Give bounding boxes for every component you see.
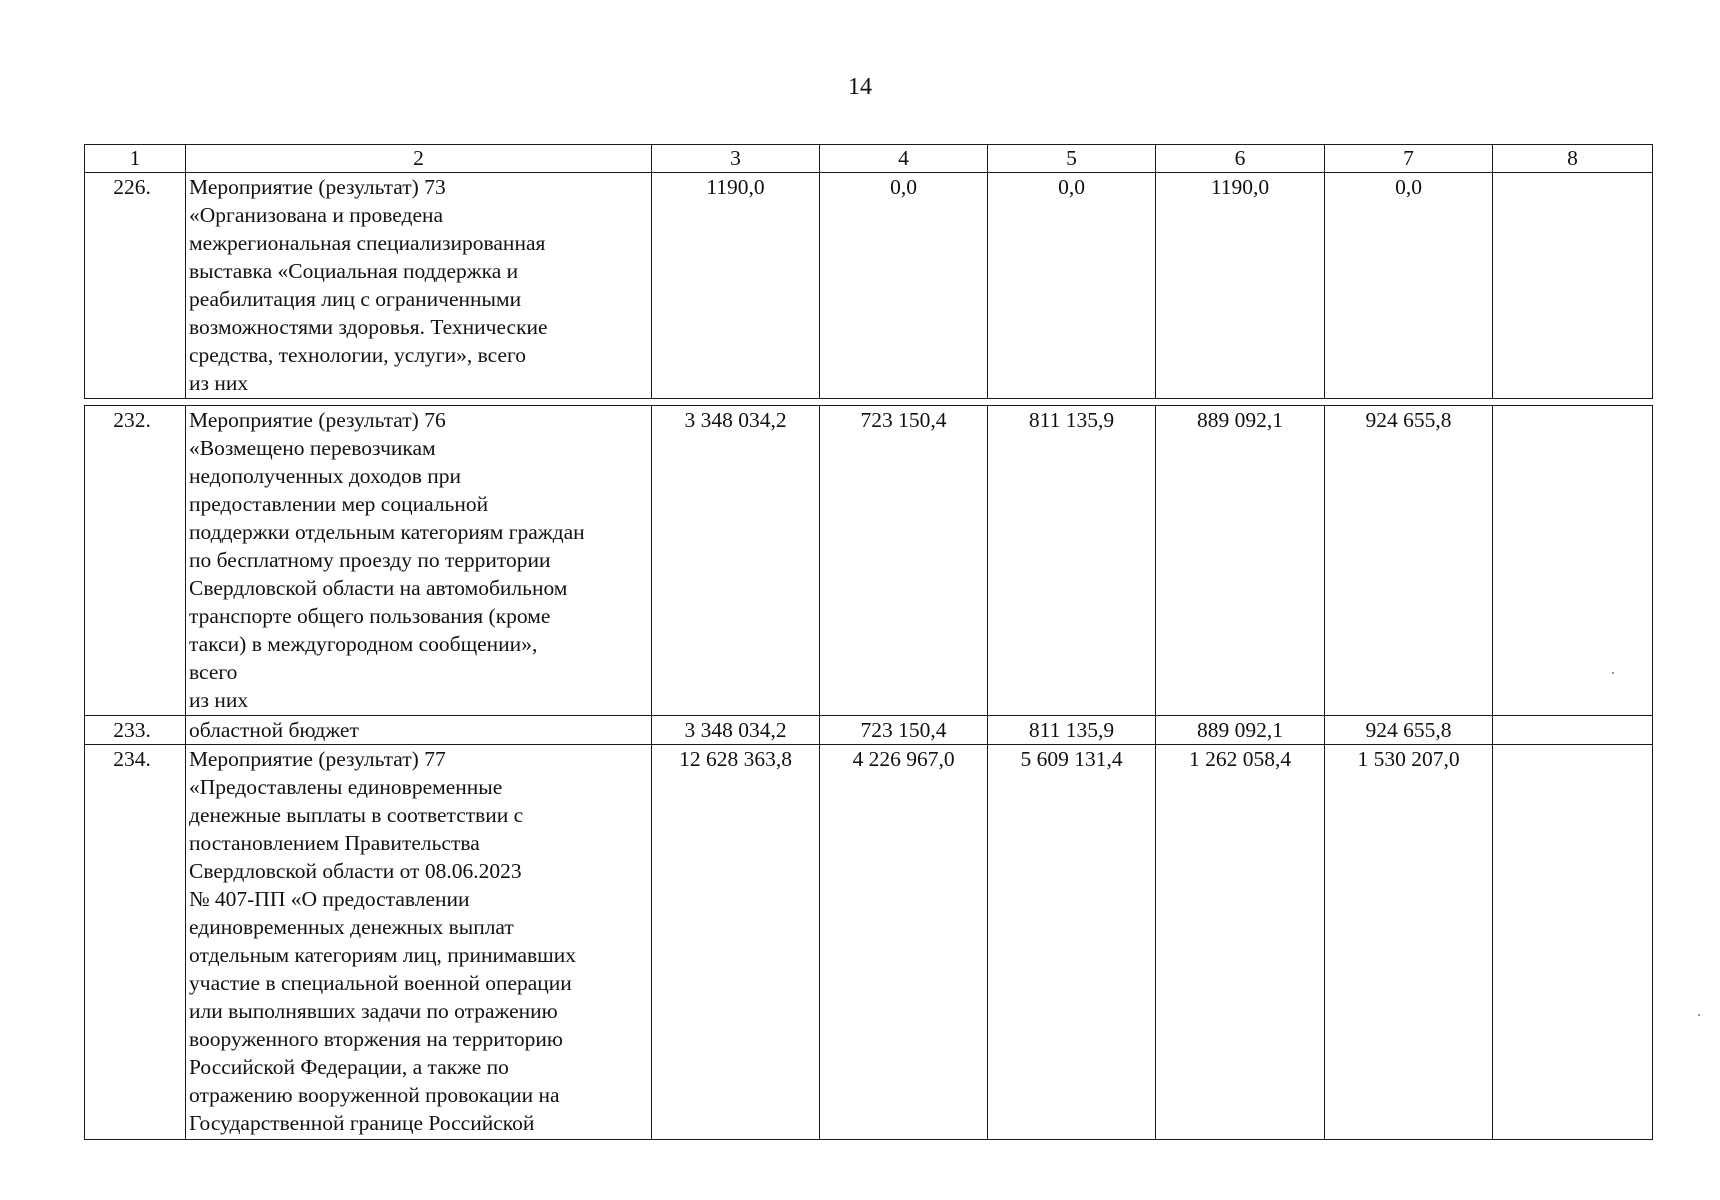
value-col-4: 0,0: [820, 173, 988, 399]
value-col-7: 1 530 207,0: [1325, 745, 1493, 1140]
value-col-3: 3 348 034,2: [652, 406, 820, 716]
value-col-4: 4 226 967,0: [820, 745, 988, 1140]
budget-table-top: [84, 144, 1653, 399]
table-row: [85, 173, 1653, 399]
scan-speck: [1698, 1014, 1700, 1016]
value-col-7: 924 655,8: [1325, 406, 1493, 716]
value-col-8: [1493, 745, 1653, 1140]
column-header: 2: [186, 145, 652, 173]
budget-table-bottom: [84, 405, 1653, 1140]
value-col-6: 889 092,1: [1156, 716, 1325, 745]
value-col-7: 924 655,8: [1325, 716, 1493, 745]
value-col-3: 3 348 034,2: [652, 716, 820, 745]
value-col-3: 1190,0: [652, 173, 820, 399]
value-col-5: 811 135,9: [988, 716, 1156, 745]
row-description: областной бюджет: [186, 716, 652, 745]
row-description: Мероприятие (результат) 73 «Организована и проведена межрегиональная специализированная выставка «Социальная поддержка и реабилитация лиц с ограниченными возможностями здоровья. Технические средства, технологии, услуги», всего из них: [186, 173, 652, 399]
value-col-6: 1 262 058,4: [1156, 745, 1325, 1140]
column-header: 1: [85, 145, 186, 173]
value-col-5: 5 609 131,4: [988, 745, 1156, 1140]
value-col-6: 1190,0: [1156, 173, 1325, 399]
row-number: 234.: [85, 745, 186, 1140]
value-col-4: 723 150,4: [820, 406, 988, 716]
scan-speck: [1612, 672, 1614, 674]
column-header: 5: [988, 145, 1156, 173]
row-description: Мероприятие (результат) 77 «Предоставлены единовременные денежные выплаты в соответствии с постановлением Правительства Свердловской области от 08.06.2023 № 407-ПП «О предоставлении единовременных денежных выплат отдельным категориям лиц, принимавших участие в специальной военной операции или выполнявших задачи по отражению вооруженного вторжения на территорию Российской Федерации, а также по отражению вооруженной провокации на Государственной границе Российской: [186, 745, 652, 1140]
row-number: 233.: [85, 716, 186, 745]
column-header: 4: [820, 145, 988, 173]
column-header: 6: [1156, 145, 1325, 173]
value-col-8: [1493, 406, 1653, 716]
value-col-8: [1493, 716, 1653, 745]
value-col-7: 0,0: [1325, 173, 1493, 399]
table-row: [85, 745, 1653, 1140]
value-col-8: [1493, 173, 1653, 399]
value-col-4: 723 150,4: [820, 716, 988, 745]
page-number: 14: [848, 74, 872, 100]
column-number-row: [85, 145, 1653, 173]
row-description: Мероприятие (результат) 76 «Возмещено перевозчикам недополученных доходов при предоставлении мер социальной поддержки отдельным категориям граждан по бесплатному проезду по территории Свердловской области на автомобильном транспорте общего пользования (кроме такси) в междугородном сообщении», всего из них: [186, 406, 652, 716]
table-row: [85, 716, 1653, 745]
row-number: 226.: [85, 173, 186, 399]
value-col-6: 889 092,1: [1156, 406, 1325, 716]
column-header: 7: [1325, 145, 1493, 173]
row-number: 232.: [85, 406, 186, 716]
value-col-3: 12 628 363,8: [652, 745, 820, 1140]
value-col-5: 811 135,9: [988, 406, 1156, 716]
column-header: 3: [652, 145, 820, 173]
column-header: 8: [1493, 145, 1653, 173]
table-row: [85, 406, 1653, 716]
value-col-5: 0,0: [988, 173, 1156, 399]
